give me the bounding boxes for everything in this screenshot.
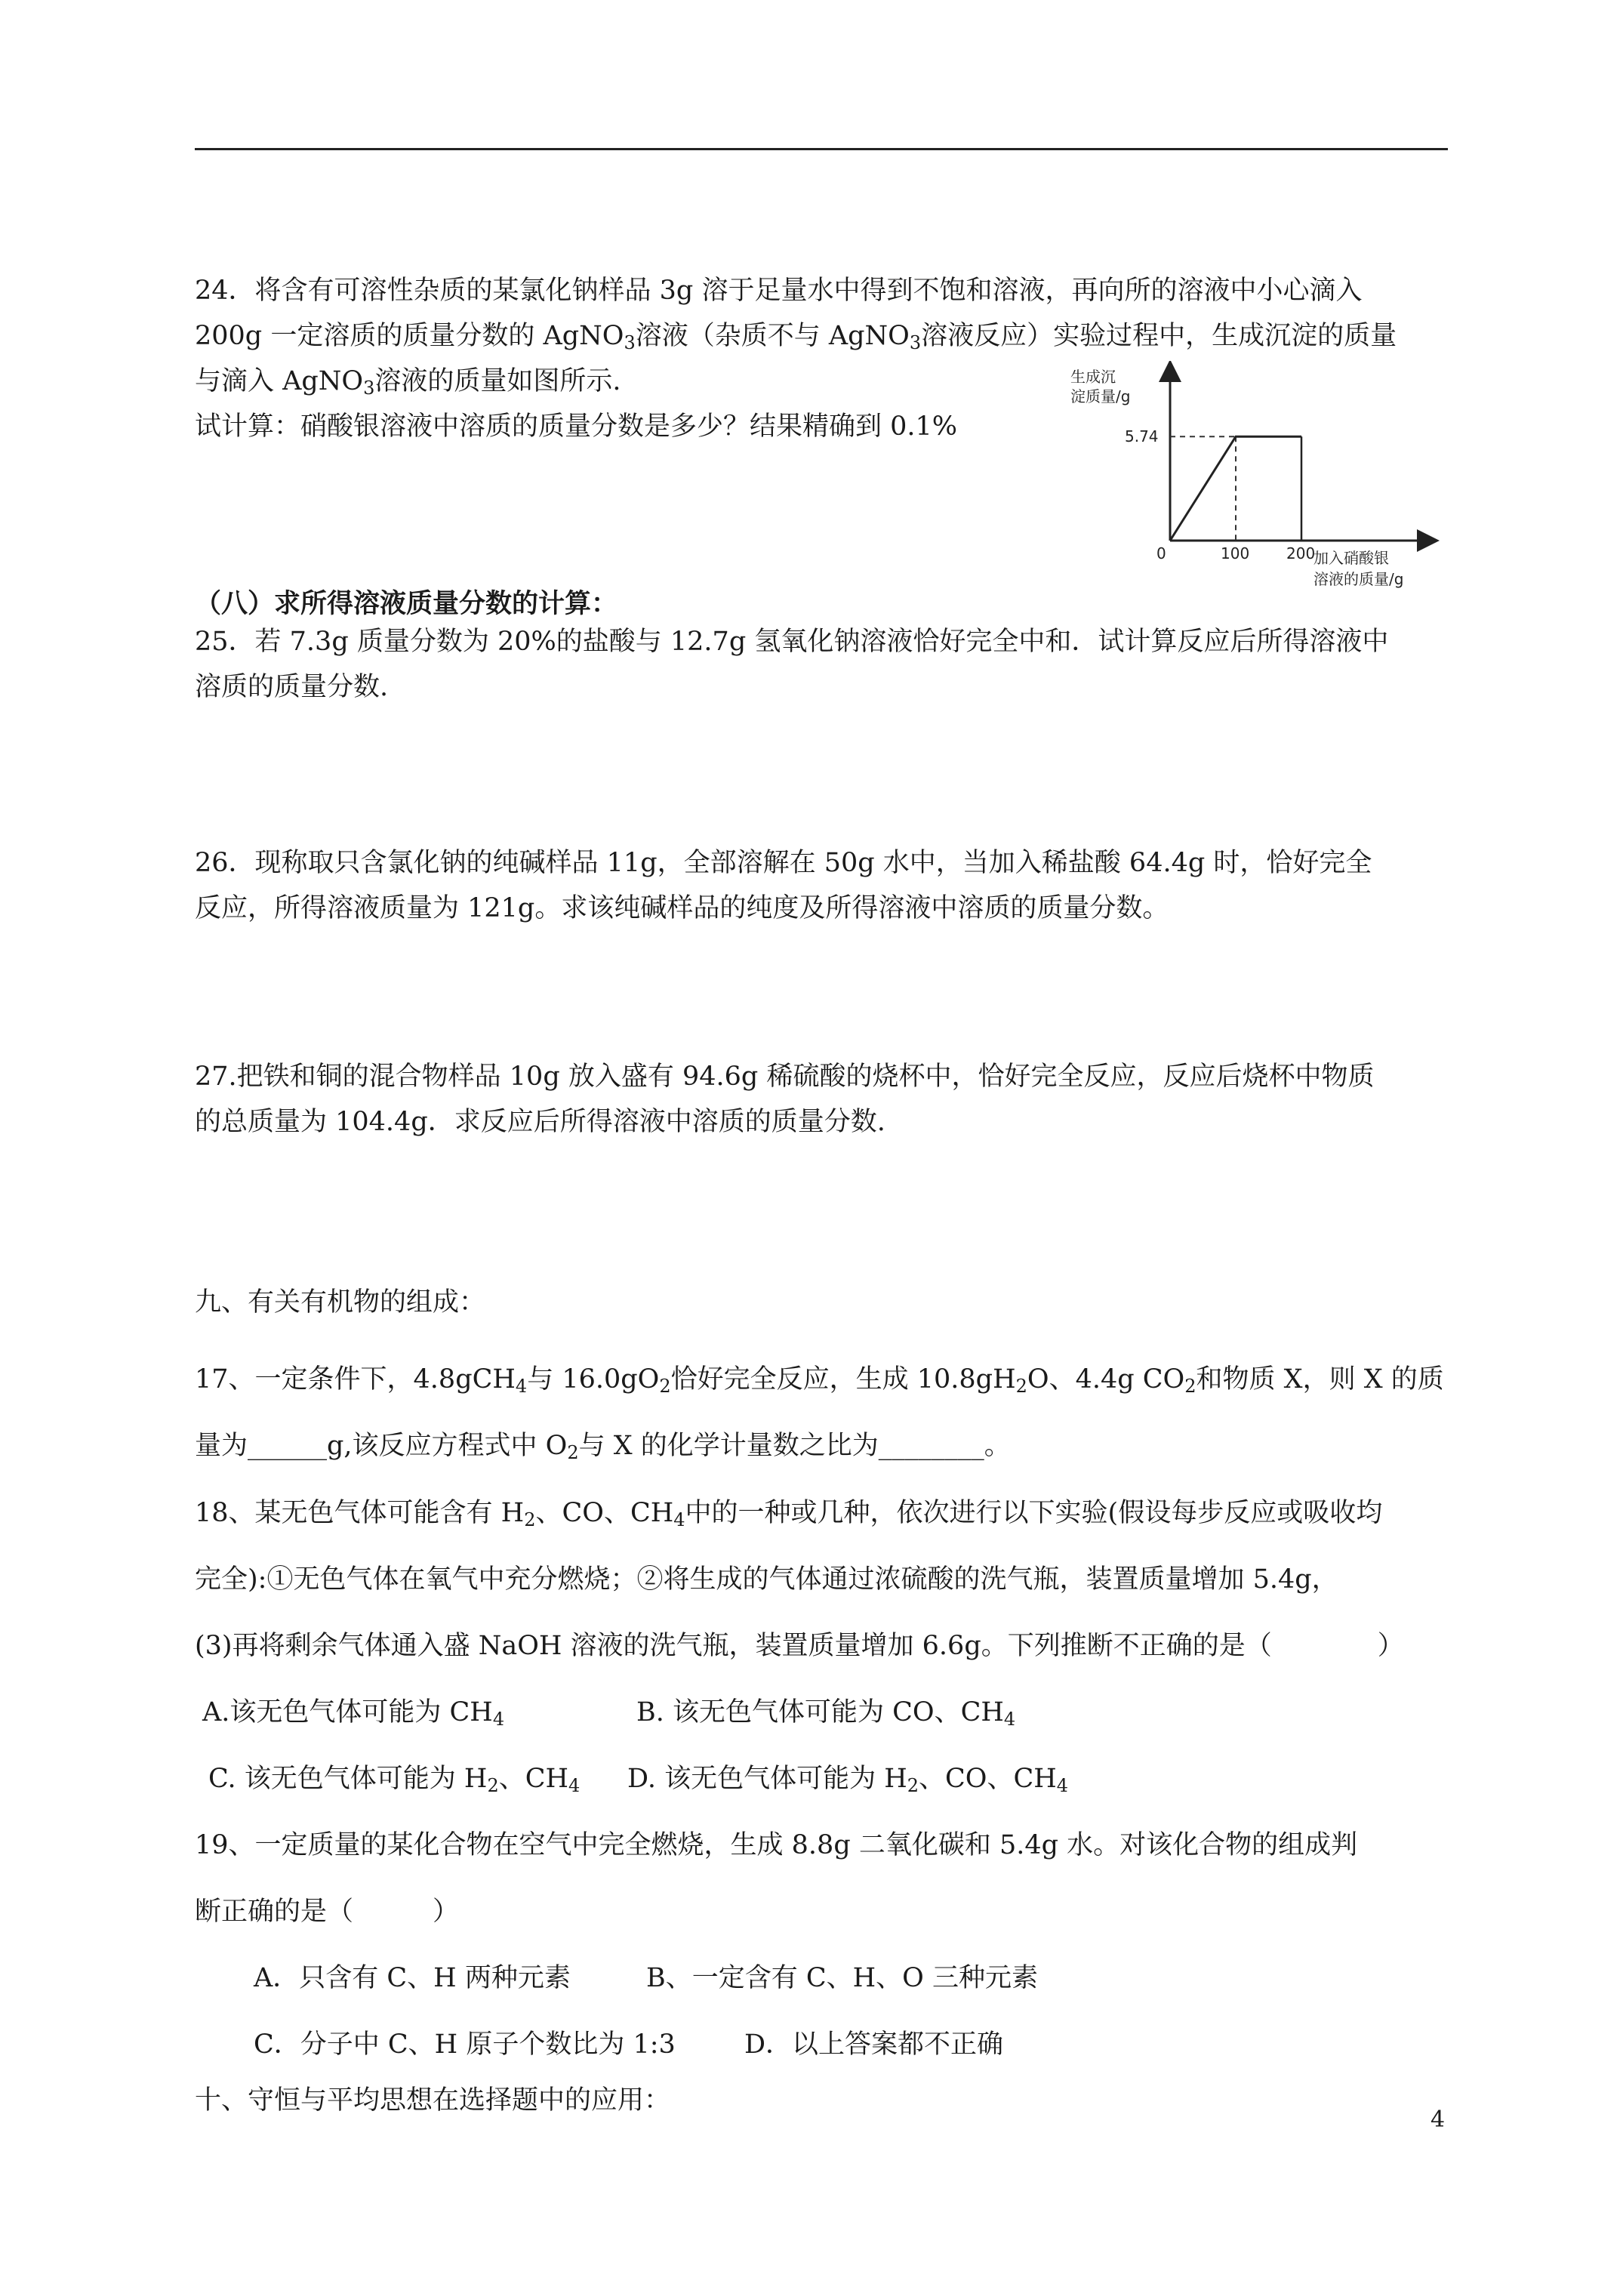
q26-line-1: 26．现称取只含氯化钠的纯碱样品 11g，全部溶解在 50g 水中，当加入稀盐酸 64.4g 时，恰好完全 [195,848,1372,878]
q18-line-2: 完全):①无色气体在氧气中充分燃烧；②将生成的气体通过浓硫酸的洗气瓶，装置质量增加 5.4g， [195,1564,1338,1595]
q18-options-cd [195,1746,1448,1812]
question-18 [195,1480,1448,1812]
q19-line-2: 断正确的是（ ） [195,1897,460,1927]
q19-line-1: 19、一定质量的某化合物在空气中完全燃烧，生成 8.8g 二氧化碳和 5.4g 水。对该化合物的组成判 [195,1830,1358,1860]
x-axis-label-line-1: 加入硝酸银 [1313,549,1389,567]
q18-line-3: (3)再将剩余气体通入盛 NaOH 溶液的洗气瓶，装置质量增加 6.6g。下列推断不正确的是（ ） [195,1631,1404,1661]
y-axis-label-line-1: 生成沉 [1070,368,1116,386]
q24-line-1: 24．将含有可溶性杂质的某氯化钠样品 3g 溶于足量水中得到不饱和溶液，再向所的溶液中小心滴入 [195,276,1363,306]
q18-option-c: C. 该无色气体可能为 $H_2$、$CH_4$ [208,1764,581,1796]
y-axis-label-line-2: 淀质量/g [1070,387,1131,405]
question-26 [195,840,1448,931]
q17-line-1: 17、一定条件下，4.8gCH$_4$与 $16.0gO_2$恰好完全反应，生成 $10.8gH_2O$、4.4g $CO_2$和物质 X，则 X 的质 [195,1364,1444,1397]
x-axis-label-line-2: 溶液的质量/g [1313,570,1404,588]
y-tick-label-5.74: 5.74 [1125,427,1159,446]
question-25 [195,619,1448,710]
q25-line-1: 25．若 7.3g 质量分数为 20%的盐酸与 12.7g 氢氧化钠溶液恰好完全中和．试计算反应后所得溶液中 [195,627,1389,657]
x-tick-label-200: 200 [1286,544,1316,562]
q26-line-2: 反应，所得溶液质量为 121g。求该纯碱样品的纯度及所得溶液中溶质的质量分数。 [195,893,1169,923]
section-10-heading: 十、守恒与平均思想在选择题中的应用： [195,2085,671,2116]
q24-line-4: 试计算：硝酸银溶液中溶质的质量分数是多少？结果精确到 0.1% [195,411,958,442]
question-17 [195,1346,1448,1479]
q18-option-b: B. 该无色气体可能为 CO、$CH_4$ [636,1697,1016,1730]
q19-options-ab [195,1945,1448,2011]
q19-options-cd [195,2011,1448,2078]
section-9-heading: 九、有关有机物的组成： [195,1287,486,1318]
header-rule [195,148,1448,150]
x-tick-label-100: 100 [1221,544,1250,562]
q18-option-d: D. 该无色气体可能为 $H_2$、CO、$CH_4$ [627,1764,1069,1796]
precipitate-mass-chart [1064,361,1442,603]
question-19 [195,1812,1448,2078]
q18-line-1: 18、某无色气体可能含有 $H_2$、CO、$CH_4$中的一种或几种，依次进行以下实验(假设每步反应或吸收均 [195,1498,1383,1530]
q18-options-ab [195,1679,1448,1746]
q19-option-c: C．分子中 C、H 原子个数比为 1:3 [254,2029,676,2060]
q24-line-2: 200g 一定溶质的质量分数的 AgNO$_3$溶液（杂质不与 AgNO$_3$溶液反应）实验过程中，生成沉淀的质量 [195,321,1397,353]
q19-option-b: B、一定含有 C、H、O 三种元素 [646,1963,1038,1993]
q25-line-2: 溶质的质量分数. [195,672,389,702]
page-number: 4 [1431,2106,1446,2133]
q19-option-d: D．以上答案都不正确 [744,2029,1004,2060]
q17-line-2: 量为______g,该反应方程式中 $O_2$与 X 的化学计量数之比为________。 [195,1431,1011,1463]
q27-line-2: 的总质量为 104.4g．求反应后所得溶液中溶质的质量分数. [195,1107,885,1137]
q18-option-a: A.该无色气体可能为 $CH_4$ [202,1697,505,1730]
q24-line-3: 与滴入 AgNO$_3$溶液的质量如图所示. [195,366,621,399]
q27-line-1: 27.把铁和铜的混合物样品 10g 放入盛有 94.6g 稀硫酸的烧杯中，恰好完全反应，反应后烧杯中物质 [195,1062,1375,1092]
section-8-heading: （八）求所得溶液质量分数的计算： [195,588,618,619]
question-27 [195,1054,1448,1145]
q19-option-a: A．只含有 C、H 两种元素 [254,1963,571,1993]
origin-label: 0 [1156,544,1166,562]
